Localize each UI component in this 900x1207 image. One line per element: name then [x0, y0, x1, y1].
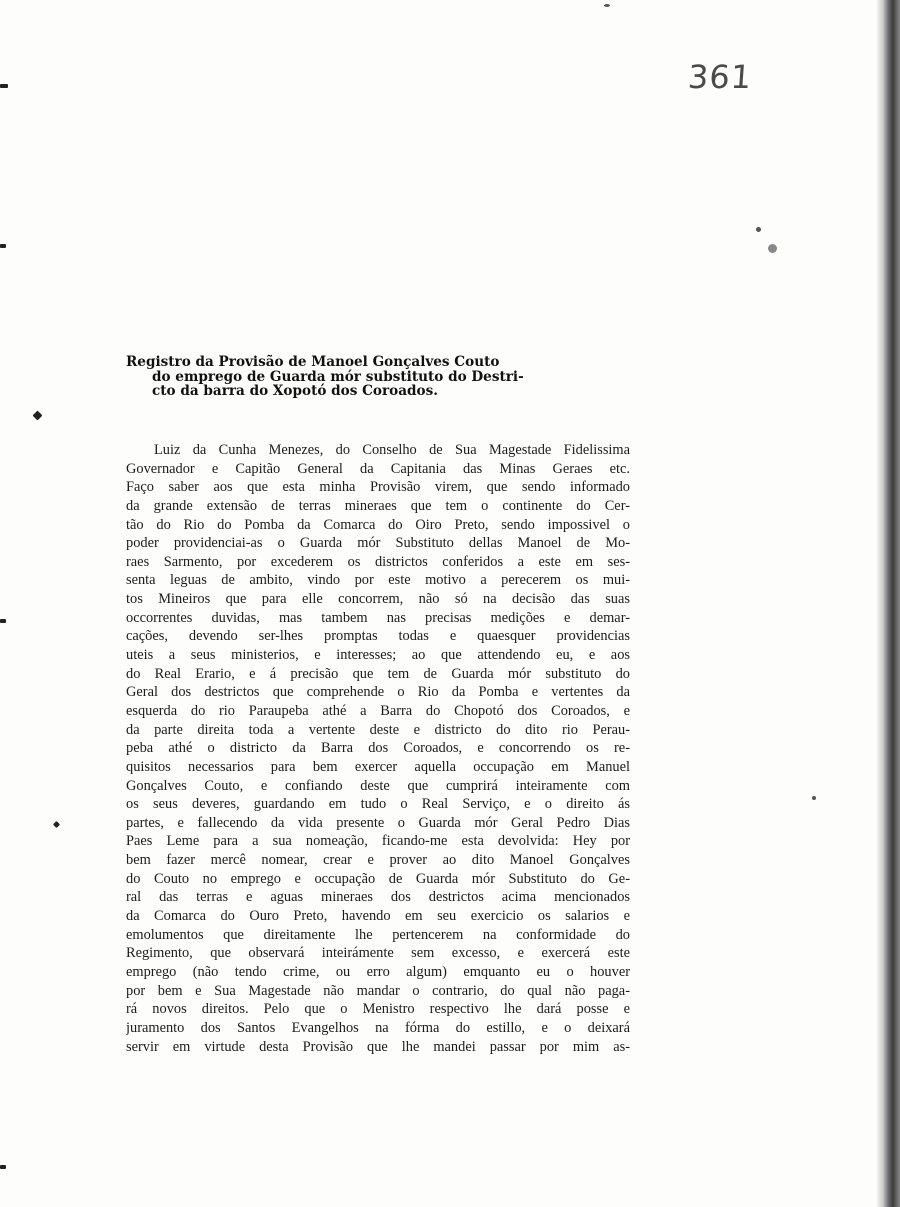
body-line: Gonçalves Couto, e confiando deste que cumprirá inteiramente com [126, 777, 630, 794]
body-line: do Real Erario, e á precisão que tem de Guarda mór substituto do [126, 665, 630, 682]
body-line: cações, devendo ser-lhes promptas todas e quaesquer providencias [126, 628, 630, 645]
body-line: occorrentes duvidas, mas tambem nas precisas medições e demar- [126, 609, 630, 626]
heading-line: Registro da Provisão de Manoel Gonçalves Couto [126, 354, 500, 370]
body-line: da grande extensão de terras mineraes que tem o continente do Cer- [126, 497, 630, 514]
scan-speck [756, 227, 761, 232]
margin-mark [0, 619, 6, 623]
margin-mark [0, 84, 8, 88]
heading-line: cto da barra do Xopotó dos Coroados. [152, 383, 438, 399]
document-body [126, 441, 630, 1056]
body-line: tão do Rio do Pomba da Comarca do Oiro Preto, sendo impossivel o [126, 516, 630, 533]
body-line: Paes Leme para a sua nomeação, ficando-me esta devolvida: Hey por [126, 833, 630, 850]
body-line: servir em virtude desta Provisão que lhe mandei passar por mim as- [126, 1038, 630, 1055]
heading-line: do emprego de Guarda mór substituto do Destri- [152, 368, 524, 385]
body-line: do Couto no emprego e occupação de Guarda mór Substituto do Ge- [126, 870, 630, 887]
scan-speck [768, 244, 777, 253]
document-heading [126, 355, 628, 399]
body-line: da parte direita toda a vertente deste e districto do dito rio Perau- [126, 721, 630, 738]
body-line: peba athé o districto da Barra dos Coroados, e concorrendo os re- [126, 740, 630, 757]
body-line: por bem e Sua Magestade não mandar o contrario, do qual não paga- [126, 982, 630, 999]
body-line: emolumentos que direitamente lhe pertencerem na conformidade do [126, 926, 630, 943]
body-line: Geral dos destrictos que comprehende o Rio da Pomba e vertentes da [126, 684, 630, 701]
body-line: uteis a seus ministerios, e interesses; ao que attendendo eu, e aos [126, 647, 630, 664]
body-line: Faço saber aos que esta minha Provisão virem, que sendo informado [126, 479, 630, 496]
body-line: quisitos necessarios para bem exercer aquella occupação em Manuel [126, 758, 630, 775]
body-line: Luiz da Cunha Menezes, do Conselho de Sua Magestade Fidelissima [154, 442, 630, 458]
body-line: emprego (não tendo crime, ou erro algum) emquanto eu o houver [126, 963, 630, 980]
margin-mark [0, 1165, 6, 1169]
body-line: ral das terras e aguas mineraes dos destrictos acima mencionados [126, 889, 630, 906]
body-line: partes, e fallecendo da vida presente o Guarda mór Geral Pedro Dias [126, 814, 630, 831]
body-line: bem fazer mercê nomear, crear e prover ao dito Manoel Gonçalves [126, 852, 630, 869]
margin-mark [33, 411, 43, 421]
body-line: rá novos direitos. Pelo que o Menistro respectivo lhe dará posse e [126, 1001, 630, 1018]
body-line: senta leguas de ambito, vindo por este motivo a perecerem os mui- [126, 572, 630, 589]
body-line: esquerda do rio Paraupeba athé a Barra do Chopotó dos Coroados, e [126, 702, 630, 719]
page-number: 361 [686, 58, 754, 96]
page-binding-edge [882, 0, 900, 1207]
scan-speck [812, 796, 816, 800]
body-line: raes Sarmento, por excederem os districtos conferidos a este em ses- [126, 553, 630, 570]
body-line: juramento dos Santos Evangelhos na fórma do estillo, e o deixará [126, 1019, 630, 1036]
body-line: da Comarca do Ouro Preto, havendo em seu exercicio os salarios e [126, 908, 630, 925]
body-line: os seus deveres, guardando em tudo o Real Serviço, e o direito ás [126, 796, 630, 813]
scan-speck [604, 4, 610, 7]
body-line: Governador e Capitão General da Capitania das Minas Geraes etc. [126, 460, 630, 477]
body-line: Regimento, que observará inteirámente sem excesso, e exercerá este [126, 945, 630, 962]
body-line: poder providenciai-as o Guarda mór Substituto dellas Manoel de Mo- [126, 535, 630, 552]
body-line: tos Mineiros que para elle concorrem, não só na decisão das suas [126, 591, 630, 608]
margin-mark [0, 244, 6, 248]
margin-mark [53, 821, 60, 828]
